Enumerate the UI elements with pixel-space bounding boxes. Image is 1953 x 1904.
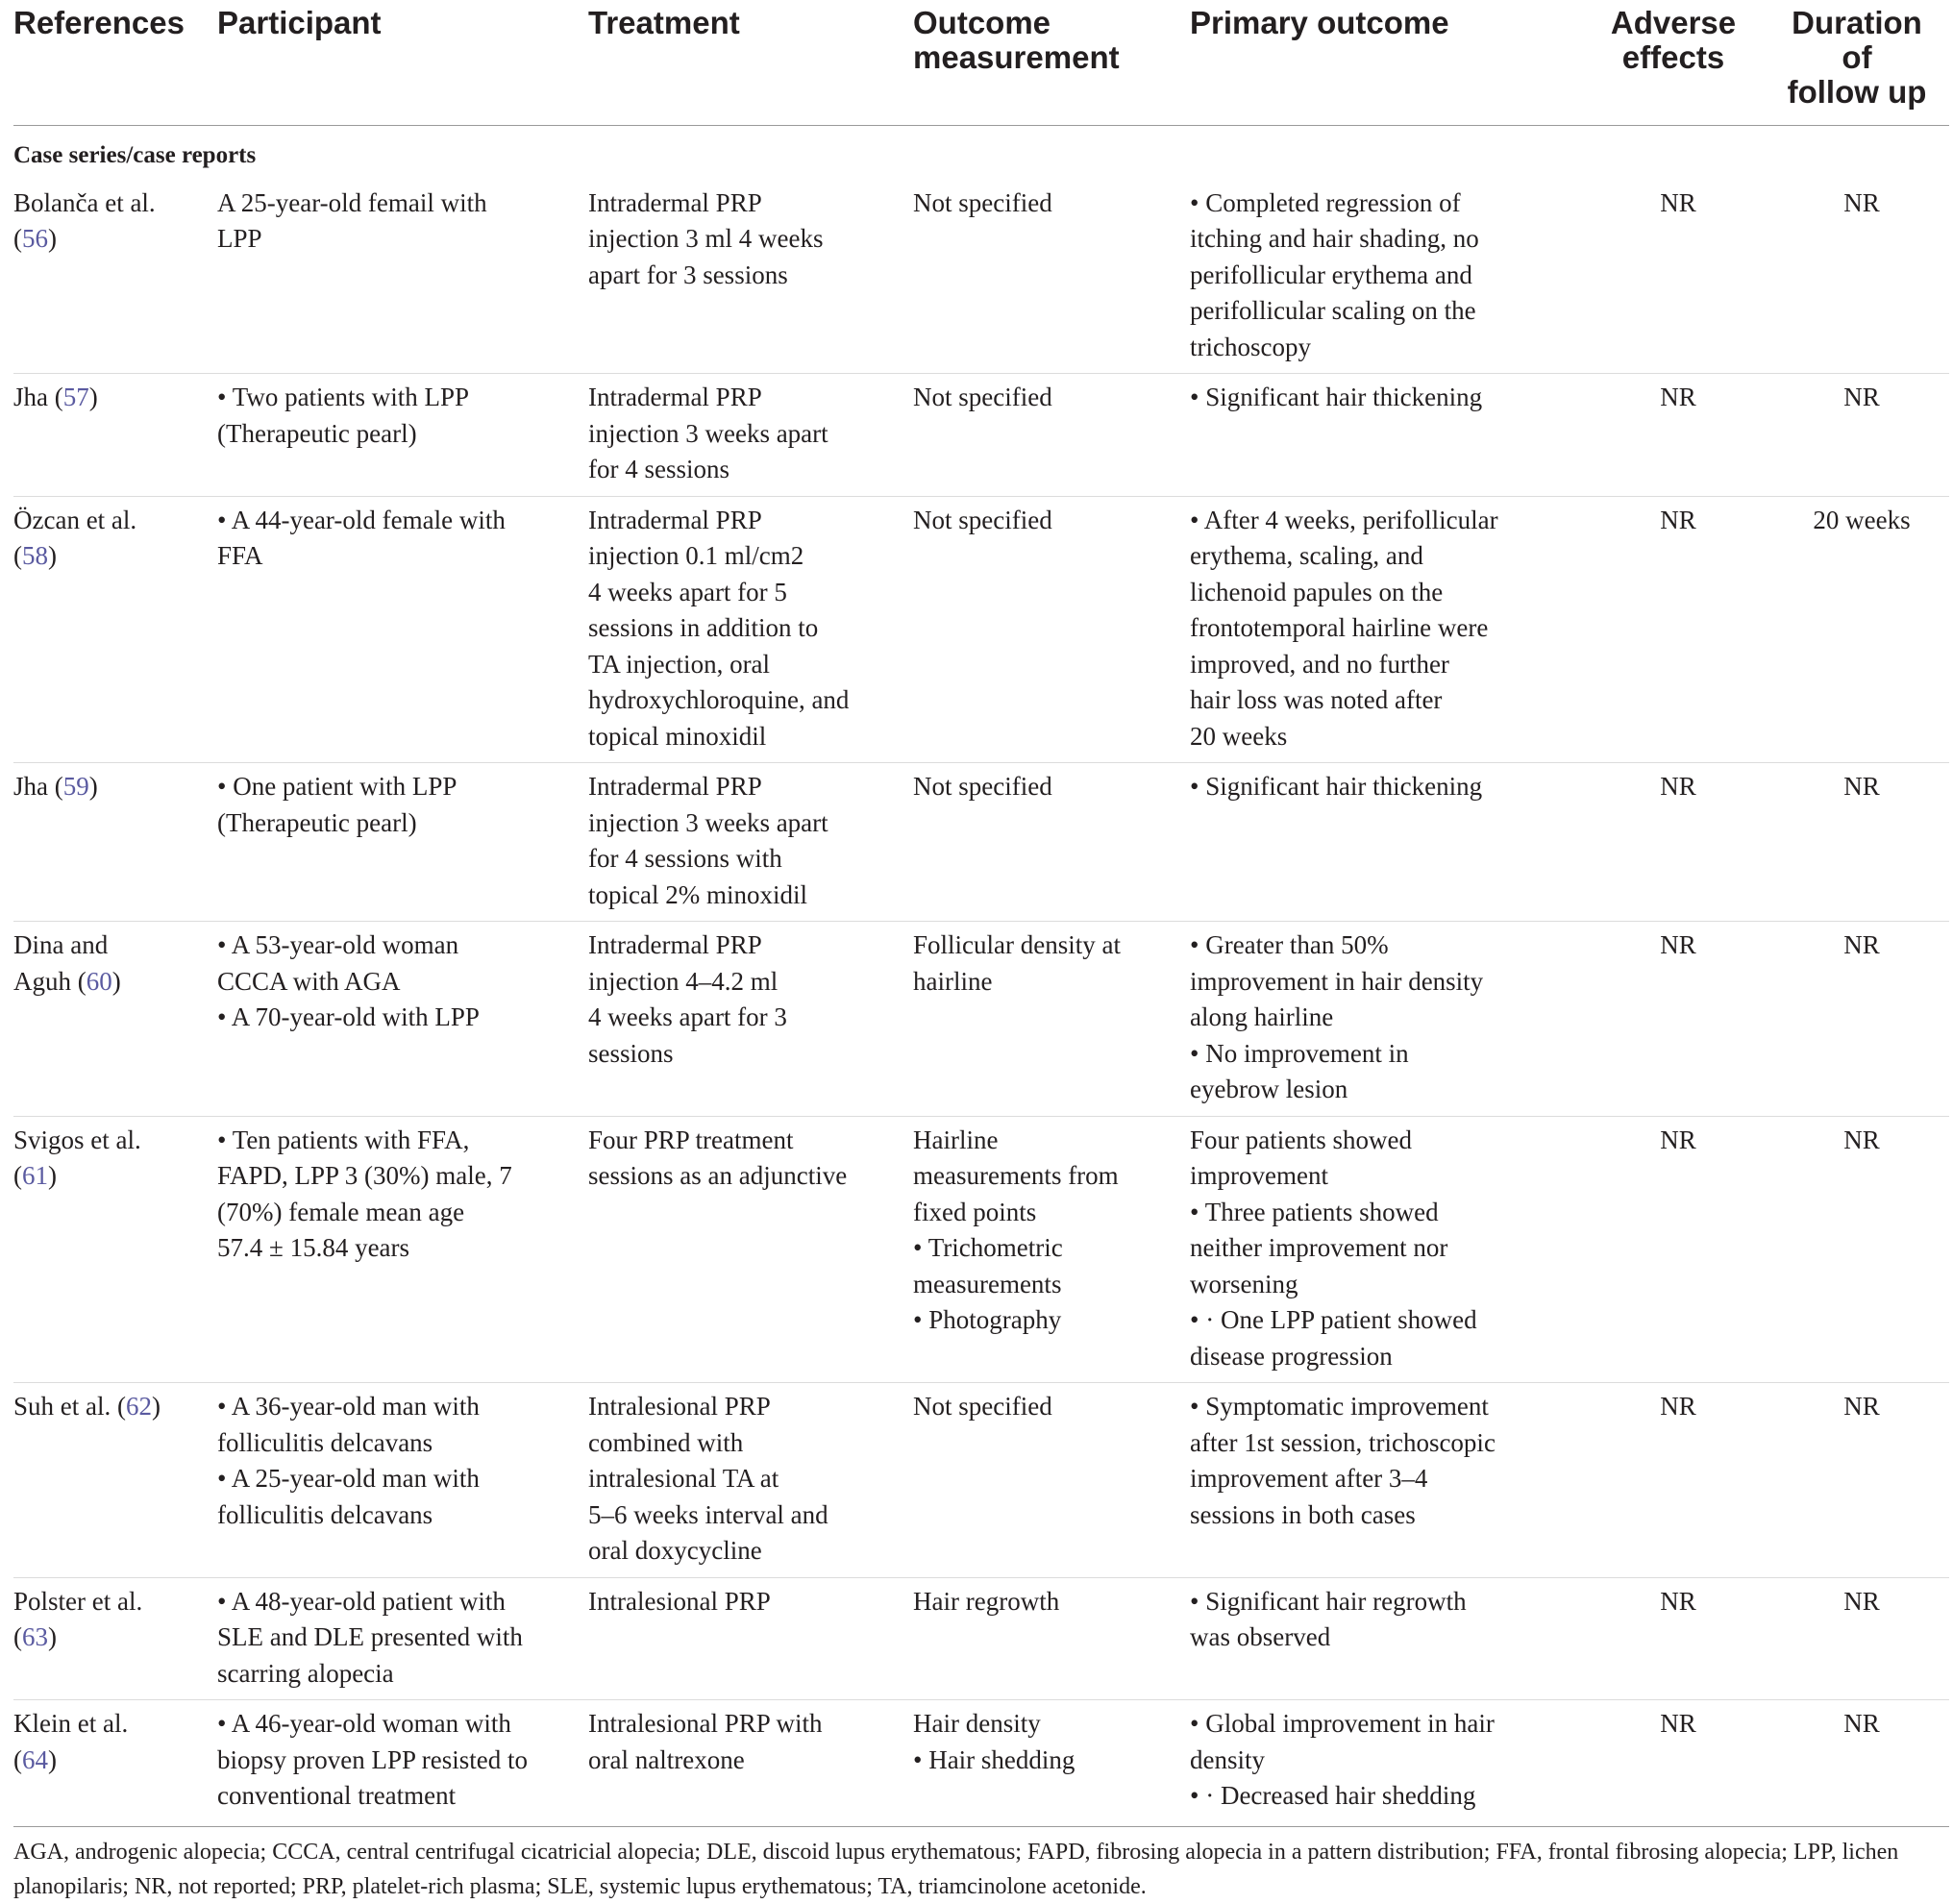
cell-participant-line: (Therapeutic pearl): [217, 807, 417, 837]
header-participant: Participant: [217, 0, 588, 126]
cell-reference: [13, 1383, 217, 1578]
cell-primary-outcome-line: improvement after 3–4: [1190, 1464, 1428, 1493]
header-duration-line: Duration of: [1792, 5, 1922, 75]
cell-participant: [217, 1116, 588, 1383]
table-row: [13, 1700, 1949, 1822]
cell-treatment: [588, 1383, 913, 1578]
reference-text: Polster et al.: [13, 1586, 143, 1616]
section-label: Case series/case reports: [13, 142, 257, 168]
cell-treatment-line: Intralesional PRP with: [588, 1709, 823, 1738]
reference-text: ): [48, 1161, 57, 1190]
cell-participant-line: LPP: [217, 224, 262, 253]
cell-participant-line: conventional treatment: [217, 1781, 457, 1810]
cell-primary-outcome: [1190, 1383, 1582, 1578]
cell-primary-outcome-line: disease progression: [1190, 1341, 1393, 1371]
cell-participant: [217, 763, 588, 922]
reference-number-link[interactable]: 59: [62, 772, 89, 801]
cell-reference: [13, 496, 217, 763]
cell-outcome-measurement-line: Not specified: [913, 1392, 1052, 1421]
table-row: [13, 763, 1949, 922]
cell-adverse-effects: NR: [1582, 1116, 1774, 1383]
cell-participant-line: • A 46-year-old woman with: [217, 1709, 511, 1738]
cell-treatment-line: apart for 3 sessions: [588, 260, 788, 289]
cell-treatment-line: Intradermal PRP: [588, 187, 762, 217]
cell-outcome-measurement: [913, 922, 1190, 1117]
cell-participant-line: • A 36-year-old man with: [217, 1392, 480, 1421]
cell-primary-outcome-line: • No improvement in: [1190, 1038, 1409, 1068]
cell-outcome-measurement: [913, 763, 1190, 922]
cell-participant-line: 57.4 ± 15.84 years: [217, 1233, 410, 1262]
reference-text: (: [13, 1622, 22, 1651]
cell-primary-outcome: [1190, 1577, 1582, 1700]
cell-participant: [217, 180, 588, 374]
header-outcome-measurement-line: Outcome: [913, 5, 1051, 40]
cell-reference: [13, 1700, 217, 1822]
cell-participant-line: scarring alopecia: [217, 1658, 394, 1688]
reference-number-link[interactable]: 56: [22, 224, 48, 253]
header-adverse-effects: [1582, 0, 1774, 126]
reference-text: ): [48, 1744, 57, 1774]
cell-treatment-line: oral doxycycline: [588, 1536, 762, 1565]
reference-number-link[interactable]: 64: [22, 1744, 48, 1774]
cell-primary-outcome: [1190, 180, 1582, 374]
reference-text: ): [48, 1622, 57, 1651]
cell-outcome-measurement: [913, 1116, 1190, 1383]
cell-duration: NR: [1774, 1383, 1949, 1578]
cell-participant-line: (Therapeutic pearl): [217, 418, 417, 448]
cell-outcome-measurement-line: Not specified: [913, 772, 1052, 801]
reference-number-link[interactable]: 63: [22, 1622, 48, 1651]
cell-adverse-effects: NR: [1582, 496, 1774, 763]
cell-treatment-line: sessions in addition to: [588, 613, 819, 642]
cell-duration: NR: [1774, 1700, 1949, 1822]
cell-primary-outcome-line: • Greater than 50%: [1190, 930, 1389, 959]
cell-outcome-measurement-line: fixed points: [913, 1197, 1037, 1226]
cell-outcome-measurement-line: Not specified: [913, 187, 1052, 217]
cell-treatment-line: injection 0.1 ml/cm2: [588, 541, 804, 570]
cell-primary-outcome: [1190, 374, 1582, 497]
table-row: [13, 180, 1949, 374]
cell-treatment-line: injection 3 weeks apart: [588, 418, 828, 448]
cell-primary-outcome: [1190, 922, 1582, 1117]
cell-primary-outcome-line: improvement: [1190, 1161, 1328, 1190]
cell-treatment-line: for 4 sessions: [588, 455, 729, 483]
cell-treatment-line: injection 3 weeks apart: [588, 807, 828, 837]
reference-text: (: [13, 1744, 22, 1774]
reference-text: Aguh (: [13, 966, 87, 996]
cell-primary-outcome-line: • Significant hair thickening: [1190, 383, 1483, 411]
reference-text: Klein et al.: [13, 1709, 129, 1738]
cell-treatment: [588, 180, 913, 374]
header-outcome-measurement-line: measurement: [913, 39, 1120, 75]
cell-primary-outcome-line: 20 weeks: [1190, 721, 1288, 751]
table-body: [13, 126, 1949, 1822]
cell-primary-outcome-line: perifollicular scaling on the: [1190, 296, 1476, 325]
header-primary-outcome: Primary outcome: [1190, 0, 1582, 126]
cell-treatment-line: intralesional TA at: [588, 1464, 779, 1493]
cell-treatment-line: Intralesional PRP: [588, 1392, 771, 1421]
cell-reference: [13, 374, 217, 497]
table-row: [13, 1116, 1949, 1383]
cell-primary-outcome-line: improved, and no further: [1190, 649, 1449, 679]
cell-treatment: [588, 1700, 913, 1822]
cell-participant-line: folliculitis delcavans: [217, 1499, 433, 1529]
cell-treatment: [588, 496, 913, 763]
cell-duration: NR: [1774, 1116, 1949, 1383]
cell-treatment: [588, 922, 913, 1117]
cell-participant-line: • A 70-year-old with LPP: [217, 1002, 480, 1031]
cell-outcome-measurement: [913, 374, 1190, 497]
cell-treatment-line: injection 3 ml 4 weeks: [588, 224, 824, 253]
cell-primary-outcome-line: improvement in hair density: [1190, 966, 1484, 996]
header-outcome-measurement: [913, 0, 1190, 126]
cell-primary-outcome-line: hair loss was noted after: [1190, 685, 1443, 714]
cell-outcome-measurement: [913, 1577, 1190, 1700]
reference-text: ): [88, 383, 98, 411]
table-row: [13, 1383, 1949, 1578]
cell-duration: NR: [1843, 187, 1880, 217]
cell-adverse-effects: NR: [1582, 1383, 1774, 1578]
cell-treatment-line: topical 2% minoxidil: [588, 879, 807, 909]
cell-primary-outcome-line: eyebrow lesion: [1190, 1075, 1348, 1103]
cell-primary-outcome-line: • Significant hair regrowth: [1190, 1586, 1467, 1616]
cell-primary-outcome-line: • · Decreased hair shedding: [1190, 1781, 1476, 1810]
cell-outcome-measurement-line: Follicular density at: [913, 930, 1121, 959]
cell-primary-outcome-line: worsening: [1190, 1269, 1298, 1298]
cell-adverse-effects: NR: [1660, 187, 1696, 217]
reference-text: ): [111, 966, 121, 996]
cell-participant-line: FAPD, LPP 3 (30%) male, 7: [217, 1161, 512, 1190]
reference-text: ): [48, 541, 57, 570]
cell-outcome-measurement-line: measurements from: [913, 1161, 1119, 1190]
cell-participant-line: • A 25-year-old man with: [217, 1464, 480, 1493]
header-duration-line: follow up: [1787, 74, 1927, 110]
cell-participant: [217, 1383, 588, 1578]
reference-text: ): [48, 224, 57, 253]
cell-participant-line: • A 44-year-old female with: [217, 505, 506, 534]
cell-primary-outcome-line: • Symptomatic improvement: [1190, 1392, 1489, 1421]
cell-duration: NR: [1774, 763, 1949, 922]
header-adverse-effects-line: effects: [1621, 39, 1725, 75]
cell-treatment-line: TA injection, oral: [588, 649, 771, 679]
cell-treatment-line: Four PRP treatment: [588, 1125, 794, 1154]
cell-participant-line: SLE and DLE presented with: [217, 1622, 523, 1651]
reference-number-link[interactable]: 58: [22, 541, 48, 570]
table-footnote: AGA, androgenic alopecia; CCCA, central centrifugal cicatricial alopecia; DLE, discoid lupus erythematous; FAPD, fibrosing alopecia in a pattern distribution; FFA, frontal fibrosing alopecia; LPP, lichen planopilaris; NR, not reported; PRP, platelet-rich plasma; SLE, systemic lupus erythematous; TA, triamcinolone acetonide.: [13, 1826, 1949, 1904]
cell-primary-outcome-line: density: [1190, 1744, 1265, 1774]
cell-reference: [13, 1116, 217, 1383]
reference-number-link[interactable]: 60: [86, 966, 112, 996]
cell-treatment-line: Intradermal PRP: [588, 772, 762, 801]
cell-participant-line: • A 48-year-old patient with: [217, 1586, 506, 1616]
cell-outcome-measurement-line: hairline: [913, 966, 993, 996]
cell-treatment: [588, 374, 913, 497]
reference-number-link[interactable]: 62: [125, 1392, 152, 1421]
reference-text: (: [13, 541, 22, 570]
document: [13, 0, 1949, 1904]
cell-participant-line: biopsy proven LPP resisted to: [217, 1744, 528, 1774]
cell-primary-outcome: [1190, 1116, 1582, 1383]
cell-adverse-effects: NR: [1582, 1577, 1774, 1700]
reference-text: Jha (: [13, 383, 63, 411]
cell-treatment-line: 5–6 weeks interval and: [588, 1499, 828, 1529]
cell-adverse-effects: NR: [1582, 374, 1774, 497]
cell-outcome-measurement: [913, 180, 1190, 374]
results-table: [13, 0, 1949, 1822]
cell-treatment-line: sessions as an adjunctive: [588, 1161, 848, 1190]
header-adverse-effects-line: Adverse: [1610, 5, 1737, 40]
cell-outcome-measurement-line: Hairline: [913, 1125, 999, 1154]
cell-outcome-measurement-line: Hair regrowth: [913, 1586, 1060, 1616]
cell-participant-line: • A 53-year-old woman: [217, 930, 459, 959]
cell-primary-outcome-line: • Completed regression of: [1190, 187, 1461, 217]
cell-treatment: [588, 1116, 913, 1383]
cell-primary-outcome: [1190, 496, 1582, 763]
cell-duration: 20 weeks: [1774, 496, 1949, 763]
cell-reference: [13, 763, 217, 922]
cell-outcome-measurement-line: • Hair shedding: [913, 1744, 1075, 1774]
cell-participant-line: FFA: [217, 541, 263, 570]
cell-treatment-line: 4 weeks apart for 5: [588, 577, 787, 606]
reference-text: Suh et al. (: [13, 1392, 126, 1421]
cell-treatment-line: combined with: [588, 1427, 744, 1457]
cell-reference: [13, 180, 217, 374]
reference-text: (: [13, 1161, 22, 1190]
cell-reference: [13, 922, 217, 1117]
cell-duration: NR: [1774, 922, 1949, 1117]
cell-participant: [217, 1577, 588, 1700]
cell-primary-outcome-line: was observed: [1190, 1622, 1331, 1651]
reference-text: Svigos et al.: [13, 1125, 141, 1154]
cell-primary-outcome-line: Four patients showed: [1190, 1125, 1412, 1154]
cell-treatment-line: hydroxychloroquine, and: [588, 685, 850, 714]
cell-primary-outcome-line: trichoscopy: [1190, 332, 1311, 361]
header-treatment: Treatment: [588, 0, 913, 126]
cell-primary-outcome-line: erythema, scaling, and: [1190, 541, 1423, 570]
cell-treatment: [588, 763, 913, 922]
cell-participant-line: • One patient with LPP: [217, 772, 457, 801]
cell-duration: NR: [1774, 1577, 1949, 1700]
reference-text: (: [13, 224, 22, 253]
table-row: [13, 496, 1949, 763]
cell-primary-outcome-line: after 1st session, trichoscopic: [1190, 1427, 1496, 1457]
cell-primary-outcome: [1190, 1700, 1582, 1822]
cell-primary-outcome-line: • Global improvement in hair: [1190, 1709, 1495, 1738]
cell-adverse-effects: NR: [1582, 763, 1774, 922]
cell-primary-outcome-line: lichenoid papules on the: [1190, 577, 1444, 606]
cell-primary-outcome: [1190, 763, 1582, 922]
cell-outcome-measurement-line: Not specified: [913, 505, 1052, 534]
cell-participant: [217, 1700, 588, 1822]
cell-reference: [13, 1577, 217, 1700]
cell-treatment: [588, 1577, 913, 1700]
cell-treatment-line: sessions: [588, 1038, 674, 1068]
cell-outcome-measurement-line: • Trichometric: [913, 1233, 1063, 1262]
section-row: [13, 126, 1949, 180]
cell-primary-outcome-line: frontotemporal hairline were: [1190, 613, 1489, 642]
cell-primary-outcome-line: perifollicular erythema and: [1190, 260, 1472, 289]
cell-primary-outcome-line: • Three patients showed: [1190, 1197, 1439, 1226]
cell-participant-line: CCCA with AGA: [217, 966, 401, 996]
cell-treatment-line: 4 weeks apart for 3: [588, 1002, 787, 1031]
cell-treatment-line: Intralesional PRP: [588, 1586, 771, 1616]
cell-treatment-line: injection 4–4.2 ml: [588, 966, 779, 996]
cell-outcome-measurement-line: Not specified: [913, 383, 1052, 411]
cell-primary-outcome-line: sessions in both cases: [1190, 1499, 1416, 1529]
cell-outcome-measurement-line: Hair density: [913, 1709, 1041, 1738]
table-row: [13, 1577, 1949, 1700]
reference-number-link[interactable]: 57: [62, 383, 89, 411]
cell-primary-outcome-line: along hairline: [1190, 1002, 1334, 1031]
cell-primary-outcome-line: neither improvement nor: [1190, 1233, 1448, 1262]
cell-adverse-effects: NR: [1582, 1700, 1774, 1822]
cell-participant-line: folliculitis delcavans: [217, 1427, 433, 1457]
cell-primary-outcome-line: • Significant hair thickening: [1190, 772, 1483, 801]
cell-treatment-line: Intradermal PRP: [588, 505, 762, 534]
cell-participant-line: A 25-year-old femail with: [217, 187, 487, 217]
cell-participant: [217, 374, 588, 497]
cell-adverse-effects: NR: [1582, 922, 1774, 1117]
reference-text: Özcan et al.: [13, 505, 137, 534]
cell-primary-outcome-line: • After 4 weeks, perifollicular: [1190, 505, 1498, 534]
header-references: References: [13, 0, 217, 126]
table-row: [13, 374, 1949, 497]
cell-primary-outcome-line: • · One LPP patient showed: [1190, 1305, 1477, 1334]
cell-treatment-line: Intradermal PRP: [588, 383, 762, 411]
reference-text: ): [151, 1392, 161, 1421]
reference-text: Bolanča et al.: [13, 187, 156, 217]
cell-primary-outcome-line: itching and hair shading, no: [1190, 224, 1479, 253]
reference-text: Jha (: [13, 772, 63, 801]
cell-treatment-line: topical minoxidil: [588, 721, 767, 751]
cell-outcome-measurement: [913, 1700, 1190, 1822]
reference-text: ): [88, 772, 98, 801]
cell-participant-line: (70%) female mean age: [217, 1197, 465, 1226]
reference-number-link[interactable]: 61: [22, 1161, 48, 1190]
table-header: [13, 0, 1949, 126]
cell-participant: [217, 922, 588, 1117]
header-duration: [1774, 0, 1949, 126]
cell-outcome-measurement-line: measurements: [913, 1269, 1062, 1298]
cell-treatment-line: for 4 sessions with: [588, 844, 782, 873]
cell-participant: [217, 496, 588, 763]
cell-duration: NR: [1774, 374, 1949, 497]
cell-outcome-measurement-line: • Photography: [913, 1305, 1062, 1334]
reference-text: Dina and: [13, 930, 109, 959]
cell-treatment-line: oral naltrexone: [588, 1744, 745, 1774]
cell-treatment-line: Intradermal PRP: [588, 930, 762, 959]
cell-participant-line: • Ten patients with FFA,: [217, 1125, 470, 1154]
cell-outcome-measurement: [913, 1383, 1190, 1578]
cell-participant-line: • Two patients with LPP: [217, 383, 470, 411]
cell-outcome-measurement: [913, 496, 1190, 763]
table-row: [13, 922, 1949, 1117]
